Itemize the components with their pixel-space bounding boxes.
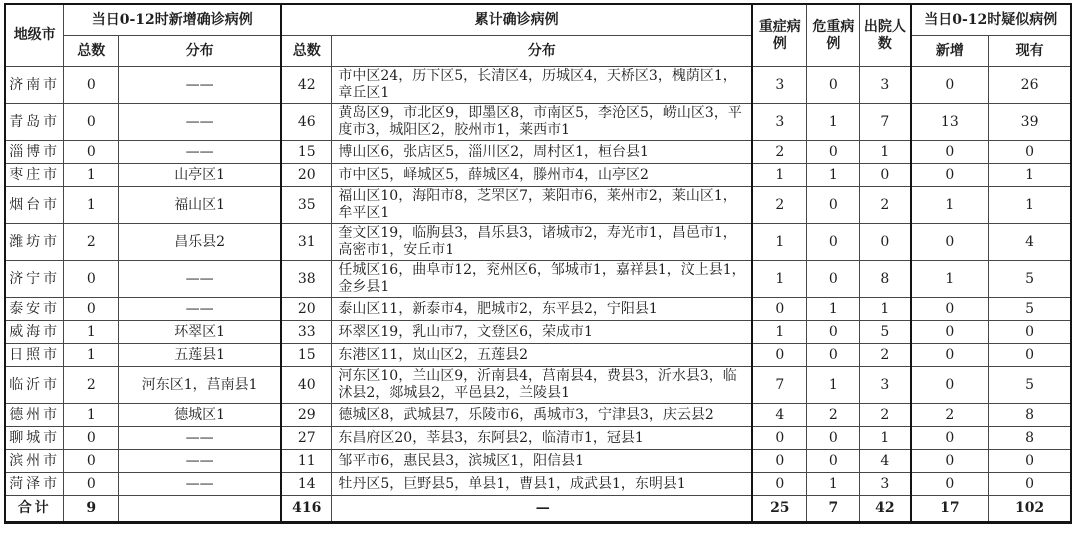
cell-severe: 1	[752, 261, 807, 298]
cell-critical: 7	[807, 496, 860, 523]
cell-susp-existing: 1	[989, 164, 1071, 187]
cell-new-dist: ——	[119, 67, 281, 104]
cell-susp-new: 0	[911, 321, 989, 344]
cell-discharged: 1	[860, 298, 911, 321]
cell-susp-existing: 8	[989, 427, 1071, 450]
cell-discharged: 4	[860, 450, 911, 473]
header-cum-dist: 分布	[332, 36, 752, 67]
cell-discharged: 1	[860, 141, 911, 164]
cell-city: 潍坊市	[5, 224, 64, 261]
cell-new-dist: 昌乐县2	[119, 224, 281, 261]
cell-severe: 0	[752, 298, 807, 321]
cell-new-total: 0	[64, 298, 119, 321]
cell-critical: 0	[807, 141, 860, 164]
table-row	[5, 141, 1071, 164]
cell-severe: 3	[752, 104, 807, 141]
cell-discharged: 3	[860, 367, 911, 404]
table-row	[5, 473, 1071, 496]
cell-discharged: 0	[860, 224, 911, 261]
cell-susp-new: 0	[911, 298, 989, 321]
cell-susp-existing: 0	[989, 344, 1071, 367]
total-row	[5, 496, 1071, 523]
cell-new-total: 0	[64, 261, 119, 298]
cell-new-total: 9	[64, 496, 119, 523]
cell-cum-dist: 河东区10，兰山区9，沂南县4，莒南县4，费县3，沂水县3，临沭县2，郯城县2，平邑县2，兰陵县1	[332, 367, 752, 404]
cell-severe: 3	[752, 67, 807, 104]
cell-severe: 7	[752, 367, 807, 404]
header-suspected-group: 当日0-12时疑似病例	[911, 4, 1072, 36]
cell-susp-new: 0	[911, 224, 989, 261]
cell-cum-dist: 德城区8，武城县7，乐陵市6，禹城市3，宁津县3，庆云县2	[332, 404, 752, 427]
cell-cum-total: 27	[281, 427, 332, 450]
cell-new-dist: ——	[119, 473, 281, 496]
cell-cum-dist: —	[332, 496, 752, 523]
cell-cum-total: 15	[281, 141, 332, 164]
cell-new-total: 2	[64, 367, 119, 404]
cell-discharged: 0	[860, 164, 911, 187]
cell-susp-existing: 39	[989, 104, 1071, 141]
cell-city: 淄博市	[5, 141, 64, 164]
cell-city: 济南市	[5, 67, 64, 104]
cell-new-total: 1	[64, 164, 119, 187]
cell-new-dist: 德城区1	[119, 404, 281, 427]
header-discharged: 出院人数	[860, 4, 911, 67]
cell-severe: 0	[752, 427, 807, 450]
cell-cum-total: 416	[281, 496, 332, 523]
cell-city: 烟台市	[5, 187, 64, 224]
cell-new-total: 1	[64, 321, 119, 344]
cell-city: 滨州市	[5, 450, 64, 473]
cell-critical: 1	[807, 104, 860, 141]
cell-cum-dist: 东昌府区20，莘县3，东阿县2，临清市1，冠县1	[332, 427, 752, 450]
cell-cum-total: 15	[281, 344, 332, 367]
cell-critical: 1	[807, 473, 860, 496]
cell-cum-total: 29	[281, 404, 332, 427]
cell-cum-dist: 奎文区19，临朐县3，昌乐县3，诸城市2，寿光市1，昌邑市1，高密市1，安丘市1	[332, 224, 752, 261]
cell-new-total: 0	[64, 104, 119, 141]
table-row	[5, 344, 1071, 367]
cell-susp-new: 0	[911, 473, 989, 496]
table-row	[5, 187, 1071, 224]
cell-severe: 0	[752, 473, 807, 496]
cell-susp-new: 0	[911, 141, 989, 164]
cell-susp-new: 0	[911, 164, 989, 187]
table-row	[5, 427, 1071, 450]
cell-discharged: 3	[860, 67, 911, 104]
cell-severe: 2	[752, 187, 807, 224]
cell-discharged: 2	[860, 404, 911, 427]
cell-new-total: 1	[64, 404, 119, 427]
cell-cum-total: 11	[281, 450, 332, 473]
cell-susp-existing: 26	[989, 67, 1071, 104]
cell-discharged: 8	[860, 261, 911, 298]
table-row	[5, 404, 1071, 427]
cell-new-total: 0	[64, 67, 119, 104]
cell-susp-existing: 5	[989, 261, 1071, 298]
cell-discharged: 42	[860, 496, 911, 523]
table-row	[5, 67, 1071, 104]
cell-discharged: 1	[860, 427, 911, 450]
cell-cum-dist: 福山区10，海阳市8，芝罘区7，莱阳市6，莱州市2，莱山区1，牟平区1	[332, 187, 752, 224]
cell-critical: 0	[807, 67, 860, 104]
header-city: 地级市	[5, 4, 64, 67]
cell-city: 济宁市	[5, 261, 64, 298]
cell-cum-total: 38	[281, 261, 332, 298]
cell-new-total: 0	[64, 473, 119, 496]
cell-cum-dist: 东港区11，岚山区2，五莲县2	[332, 344, 752, 367]
cell-cum-total: 14	[281, 473, 332, 496]
cell-critical: 1	[807, 298, 860, 321]
shandong-covid-stats-table	[4, 3, 1072, 524]
header-new-cases-group: 当日0-12时新增确诊病例	[64, 4, 281, 36]
cell-new-dist	[119, 496, 281, 523]
cell-susp-new: 2	[911, 404, 989, 427]
cell-cum-dist: 泰山区11，新泰市4，肥城市2，东平县2，宁阳县1	[332, 298, 752, 321]
cell-susp-existing: 8	[989, 404, 1071, 427]
cell-susp-new: 1	[911, 261, 989, 298]
header-new-total: 总数	[64, 36, 119, 67]
cell-severe: 1	[752, 224, 807, 261]
header-new-dist: 分布	[119, 36, 281, 67]
table-row	[5, 104, 1071, 141]
cell-new-dist: ——	[119, 450, 281, 473]
cell-new-dist: 河东区1，莒南县1	[119, 367, 281, 404]
cell-susp-new: 1	[911, 187, 989, 224]
header-cum-total: 总数	[281, 36, 332, 67]
cell-susp-new: 0	[911, 450, 989, 473]
cell-susp-new: 0	[911, 344, 989, 367]
cell-critical: 2	[807, 404, 860, 427]
cell-severe: 0	[752, 450, 807, 473]
cell-city: 青岛市	[5, 104, 64, 141]
cell-new-dist: 福山区1	[119, 187, 281, 224]
table-row	[5, 450, 1071, 473]
cell-susp-existing: 0	[989, 473, 1071, 496]
cell-severe: 1	[752, 321, 807, 344]
cell-city: 威海市	[5, 321, 64, 344]
table-row	[5, 321, 1071, 344]
header-critical: 危重病例	[807, 4, 860, 67]
header-suspected-existing: 现有	[989, 36, 1071, 67]
cell-susp-existing: 0	[989, 321, 1071, 344]
header-suspected-new: 新增	[911, 36, 989, 67]
cell-severe: 2	[752, 141, 807, 164]
table-row	[5, 298, 1071, 321]
cell-new-dist: 环翠区1	[119, 321, 281, 344]
cell-city: 合计	[5, 496, 64, 523]
header-row-sub	[5, 36, 1071, 67]
cell-discharged: 3	[860, 473, 911, 496]
cell-susp-existing: 0	[989, 141, 1071, 164]
cell-new-dist: ——	[119, 427, 281, 450]
cell-city: 临沂市	[5, 367, 64, 404]
cell-city: 泰安市	[5, 298, 64, 321]
cell-critical: 1	[807, 367, 860, 404]
cell-susp-new: 0	[911, 367, 989, 404]
cell-susp-existing: 5	[989, 298, 1071, 321]
cell-cum-total: 35	[281, 187, 332, 224]
cell-critical: 1	[807, 164, 860, 187]
table-row	[5, 367, 1071, 404]
cell-discharged: 7	[860, 104, 911, 141]
cell-susp-existing: 4	[989, 224, 1071, 261]
cell-cum-total: 42	[281, 67, 332, 104]
cell-discharged: 5	[860, 321, 911, 344]
cell-discharged: 2	[860, 344, 911, 367]
cell-cum-total: 20	[281, 164, 332, 187]
cell-new-dist: 五莲县1	[119, 344, 281, 367]
cell-city: 枣庄市	[5, 164, 64, 187]
cell-discharged: 2	[860, 187, 911, 224]
cell-susp-new: 17	[911, 496, 989, 523]
cell-susp-new: 0	[911, 427, 989, 450]
header-cumulative-group: 累计确诊病例	[281, 4, 752, 36]
cell-new-total: 0	[64, 450, 119, 473]
cell-new-dist: ——	[119, 298, 281, 321]
table-row	[5, 164, 1071, 187]
cell-cum-dist: 邹平市6，惠民县3，滨城区1，阳信县1	[332, 450, 752, 473]
table-row	[5, 224, 1071, 261]
cell-susp-existing: 102	[989, 496, 1071, 523]
cell-susp-new: 13	[911, 104, 989, 141]
cell-cum-total: 40	[281, 367, 332, 404]
header-row-groups	[5, 4, 1071, 36]
table-body	[5, 67, 1071, 523]
cell-critical: 0	[807, 261, 860, 298]
cell-new-dist: ——	[119, 141, 281, 164]
cell-cum-dist: 黄岛区9，市北区9，即墨区8，市南区5，李沧区5，崂山区3，平度市3，城阳区2，胶州市1，莱西市1	[332, 104, 752, 141]
cell-new-dist: ——	[119, 104, 281, 141]
cell-new-total: 2	[64, 224, 119, 261]
cell-cum-dist: 博山区6，张店区5，淄川区2，周村区1，桓台县1	[332, 141, 752, 164]
table-row	[5, 261, 1071, 298]
cell-city: 菏泽市	[5, 473, 64, 496]
cell-critical: 0	[807, 187, 860, 224]
cell-critical: 0	[807, 224, 860, 261]
header-severe: 重症病例	[752, 4, 807, 67]
cell-new-total: 1	[64, 187, 119, 224]
cell-new-dist: 山亭区1	[119, 164, 281, 187]
cell-critical: 0	[807, 321, 860, 344]
cell-city: 日照市	[5, 344, 64, 367]
cell-cum-total: 31	[281, 224, 332, 261]
cell-new-dist: ——	[119, 261, 281, 298]
cell-new-total: 0	[64, 427, 119, 450]
cell-severe: 1	[752, 164, 807, 187]
table-header	[5, 4, 1071, 67]
cell-critical: 0	[807, 427, 860, 450]
cell-cum-total: 33	[281, 321, 332, 344]
cell-cum-dist: 牡丹区5，巨野县5，单县1，曹县1，成武县1，东明县1	[332, 473, 752, 496]
cell-susp-existing: 0	[989, 450, 1071, 473]
cell-cum-total: 46	[281, 104, 332, 141]
cell-critical: 0	[807, 450, 860, 473]
cell-severe: 4	[752, 404, 807, 427]
cell-severe: 0	[752, 344, 807, 367]
cell-susp-existing: 1	[989, 187, 1071, 224]
cell-cum-dist: 环翠区19，乳山市7，文登区6，荣成市1	[332, 321, 752, 344]
cell-cum-total: 20	[281, 298, 332, 321]
cell-cum-dist: 市中区5，峄城区5，薛城区4，滕州市4，山亭区2	[332, 164, 752, 187]
cell-susp-existing: 5	[989, 367, 1071, 404]
cell-susp-new: 0	[911, 67, 989, 104]
cell-city: 德州市	[5, 404, 64, 427]
cell-city: 聊城市	[5, 427, 64, 450]
cell-new-total: 0	[64, 141, 119, 164]
cell-new-total: 1	[64, 344, 119, 367]
cell-cum-dist: 市中区24，历下区5，长清区4，历城区4，天桥区3，槐荫区1，章丘区1	[332, 67, 752, 104]
cell-critical: 0	[807, 344, 860, 367]
cell-cum-dist: 任城区16，曲阜市12，兖州区6，邹城市1，嘉祥县1，汶上县1，金乡县1	[332, 261, 752, 298]
cell-severe: 25	[752, 496, 807, 523]
